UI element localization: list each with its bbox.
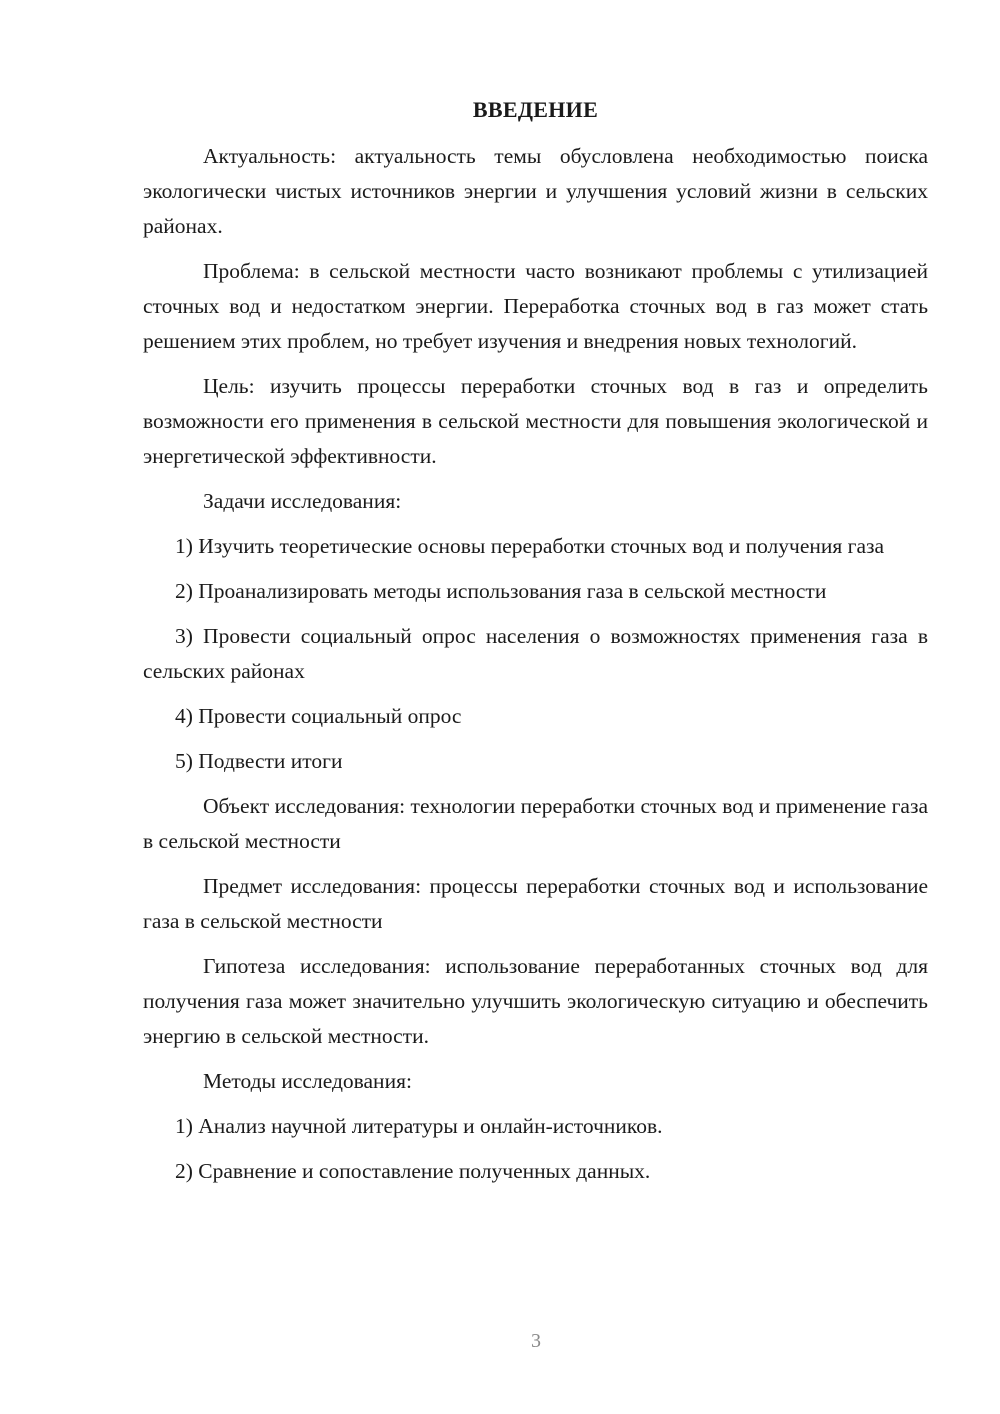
task-item-2: 2) Проанализировать методы использования газа в сельской местности (175, 579, 827, 603)
tasks-heading: Задачи исследования: (203, 489, 402, 513)
method-item-2: 2) Сравнение и сопоставление полученных данных. (175, 1159, 651, 1183)
relevance-paragraph: Актуальность: актуальность темы обусловлена необходимостью поиска экологически чистых источников энергии и улучшения условий жизни в сельских районах. (143, 144, 928, 238)
object-paragraph: Объект исследования: технологии переработки сточных вод и применение газа в сельской местности (143, 794, 928, 853)
method-item-1: 1) Анализ научной литературы и онлайн-источников. (175, 1114, 663, 1138)
hypothesis-paragraph: Гипотеза исследования: использование переработанных сточных вод для получения газа может значительно улучшить экологическую ситуацию и обеспечить энергию в сельской местности. (143, 954, 928, 1048)
subject-paragraph: Предмет исследования: процессы переработки сточных вод и использование газа в сельской местности (143, 874, 928, 933)
task-item-1: 1) Изучить теоретические основы переработки сточных вод и получения газа (175, 534, 885, 558)
task-item-5: 5) Подвести итоги (175, 749, 343, 773)
document-page (143, 95, 928, 1199)
page-number: 3 (531, 1330, 541, 1352)
section-title: ВВЕДЕНИЕ (472, 97, 599, 122)
goal-paragraph: Цель: изучить процессы переработки сточных вод в газ и определить возможности его применения в сельской местности для повышения экологической и энергетической эффективности. (143, 374, 928, 468)
methods-heading: Методы исследования: (203, 1069, 412, 1093)
task-item-3: 3) Провести социальный опрос населения о возможностях применения газа в сельских районах (143, 624, 928, 683)
problem-paragraph: Проблема: в сельской местности часто возникают проблемы с утилизацией сточных вод и недостатком энергии. Переработка сточных вод в газ может стать решением этих проблем, но требует изучения и внедрения новых технологий. (143, 259, 928, 353)
task-item-4: 4) Провести социальный опрос (175, 704, 462, 728)
